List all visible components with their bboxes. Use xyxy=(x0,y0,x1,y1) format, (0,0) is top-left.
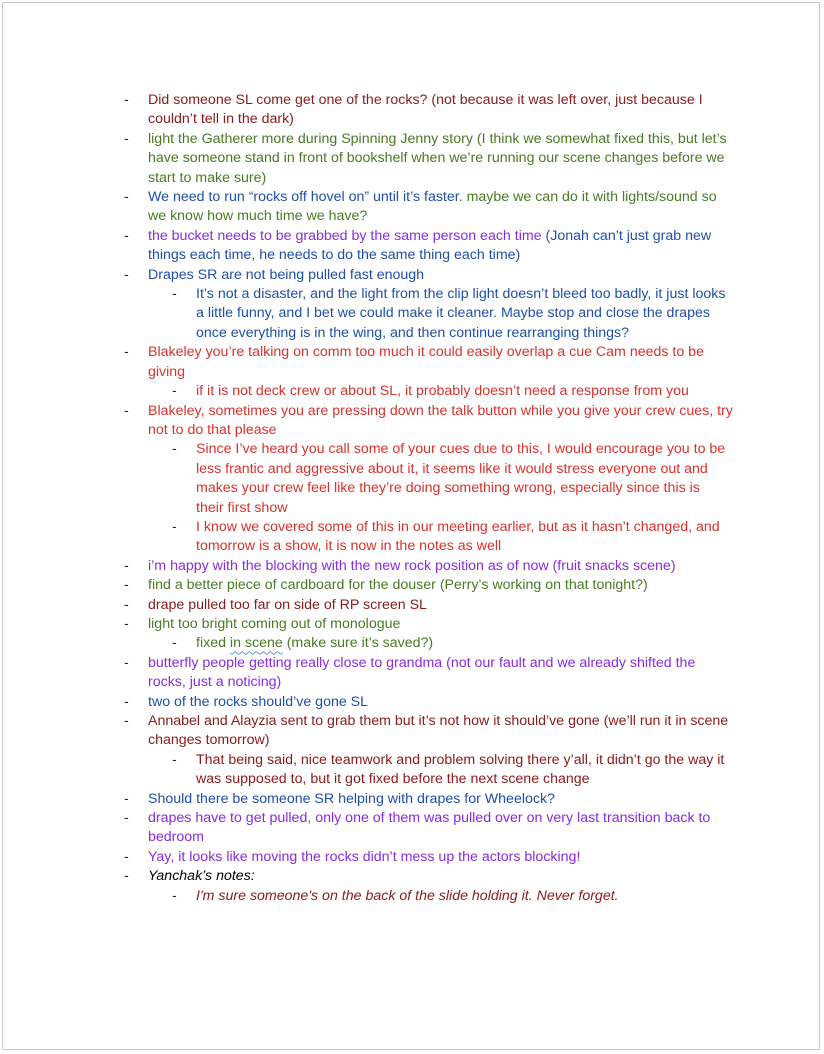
note-item xyxy=(3,790,821,809)
note-heading: Yanchak’s notes: xyxy=(148,868,255,885)
bullet-dash: - xyxy=(124,92,129,108)
note-item xyxy=(3,809,821,848)
bullet-dash: - xyxy=(124,868,129,885)
note-text-continued: (Jonah can’t just grab new things each time, he needs to do the same thing each time) xyxy=(148,227,712,264)
bullet-dash: - xyxy=(172,518,177,535)
note-text: Yay, it looks like moving the rocks didn’t mess up the actors blocking! xyxy=(148,848,581,865)
note-item xyxy=(3,130,821,188)
note-item xyxy=(3,654,821,693)
note-item xyxy=(3,615,821,634)
bullet-dash: - xyxy=(124,557,129,574)
sub-note-item xyxy=(3,634,821,653)
bullet-dash: - xyxy=(172,383,177,400)
bullet-dash: - xyxy=(124,713,129,729)
note-text: butterfly people getting really close to grandma (not our fault and we already shifted the rocks, just a noticing) xyxy=(148,654,696,691)
note-item xyxy=(3,402,821,441)
note-text: Did someone SL come get one of the rocks? (not because it was left over, just because I couldn’t tell in the dark) xyxy=(148,92,703,128)
note-item xyxy=(3,712,821,751)
sub-note-item xyxy=(3,285,821,343)
bullet-dash: - xyxy=(172,635,177,652)
sub-note-item xyxy=(3,887,821,906)
note-text: light too bright coming out of monologue xyxy=(148,615,401,632)
note-item xyxy=(3,227,821,266)
bullet-dash: - xyxy=(124,654,129,671)
note-text: It’s not a disaster, and the light from the clip light doesn’t bleed too badly, it just looks a little funny, and I bet we could make it cleaner. Maybe stop and close the drapes once everything is in the wing, and then continue rearranging things? xyxy=(196,286,726,341)
bullet-dash: - xyxy=(172,441,177,458)
note-text: i’m happy with the blocking with the new rock position as of now (fruit snacks scene) xyxy=(148,557,676,574)
note-text: I'm sure someone's on the back of the slide holding it. Never forget. xyxy=(196,887,619,904)
note-text: Annabel and Alayzia sent to grab them but it’s not how it should’ve gone (we’ll run it in scene changes tomorrow) xyxy=(148,713,729,749)
sub-note-item xyxy=(3,440,821,518)
note-item xyxy=(3,266,821,285)
bullet-dash: - xyxy=(172,751,177,768)
bullet-dash: - xyxy=(124,615,129,632)
note-text-continued: . maybe we can do it with lights/sound so we know how much time we have? xyxy=(148,189,717,225)
bullet-dash: - xyxy=(124,790,129,807)
note-item xyxy=(3,596,821,615)
bullet-dash: - xyxy=(172,286,177,303)
sub-note-item xyxy=(3,751,821,790)
bullet-dash: - xyxy=(124,266,129,283)
note-text: We need to run “rocks off hovel on” until it’s faster xyxy=(148,189,459,206)
note-text: Drapes SR are not being pulled fast enough xyxy=(148,266,425,283)
note-text-continued: (make sure it’s saved?) xyxy=(282,635,434,652)
note-item xyxy=(3,91,821,130)
note-text: if it is not deck crew or about SL, it probably doesn’t need a response from you xyxy=(196,383,689,400)
bullet-dash: - xyxy=(124,596,129,613)
note-item xyxy=(3,576,821,595)
note-text: Should there be someone SR helping with drapes for Wheelock? xyxy=(148,790,555,807)
note-text: find a better piece of cardboard for the douser (Perry’s working on that tonight?) xyxy=(148,577,648,594)
bullet-dash: - xyxy=(124,402,129,419)
note-text: drape pulled too far on side of RP screen SL xyxy=(148,596,427,613)
bullet-dash: - xyxy=(124,693,129,710)
note-text: fixed xyxy=(196,635,230,652)
sub-note-item xyxy=(3,382,821,401)
note-text: the bucket needs to be grabbed by the same person each time xyxy=(148,227,542,244)
bullet-dash: - xyxy=(124,227,129,244)
note-item xyxy=(3,343,821,382)
bullet-dash: - xyxy=(124,189,129,206)
note-text: drapes have to get pulled, only one of them was pulled over on very last transition back to bedroom xyxy=(148,810,711,846)
note-text: two of the rocks should’ve gone SL xyxy=(148,693,369,710)
bullet-dash: - xyxy=(124,577,129,594)
document-page xyxy=(2,2,820,1050)
spellcheck-underline-text[interactable]: in scene xyxy=(229,635,283,652)
note-text: That being said, nice teamwork and problem solving there y’all, it didn’t go the way it was supposed to, but it got fixed before the next scene change xyxy=(196,751,725,788)
bullet-dash: - xyxy=(124,130,129,147)
bullet-dash: - xyxy=(124,848,129,865)
bullet-dash: - xyxy=(124,344,129,361)
bullet-dash: - xyxy=(172,887,177,904)
note-text: Blakeley, sometimes you are pressing down the talk button while you give your crew cues, try not to do that please xyxy=(148,402,733,438)
note-item xyxy=(3,693,821,712)
note-text: Blakeley you’re talking on comm too much it could easily overlap a cue Cam needs to be giving xyxy=(148,344,704,380)
note-item xyxy=(3,848,821,867)
note-item xyxy=(3,867,821,886)
sub-note-item xyxy=(3,518,821,557)
note-item xyxy=(3,557,821,576)
bullet-dash: - xyxy=(124,810,129,827)
note-item xyxy=(3,188,821,227)
note-text: Since I’ve heard you call some of your cues due to this, I would encourage you to be less frantic and aggressive about it, it seems like it would stress everyone out and makes your crew feel like they’re doing something wrong, especially since this is their first show xyxy=(196,441,726,516)
note-text: I know we covered some of this in our meeting earlier, but as it hasn’t changed, and tomorrow is a show, it is now in the notes as well xyxy=(196,518,720,555)
notes-list xyxy=(3,91,821,906)
note-text: light the Gatherer more during Spinning Jenny story (I think we somewhat fixed this, but let’s have someone stand in front of bookshelf when we’re running our scene changes before we start to make sure) xyxy=(148,130,727,186)
